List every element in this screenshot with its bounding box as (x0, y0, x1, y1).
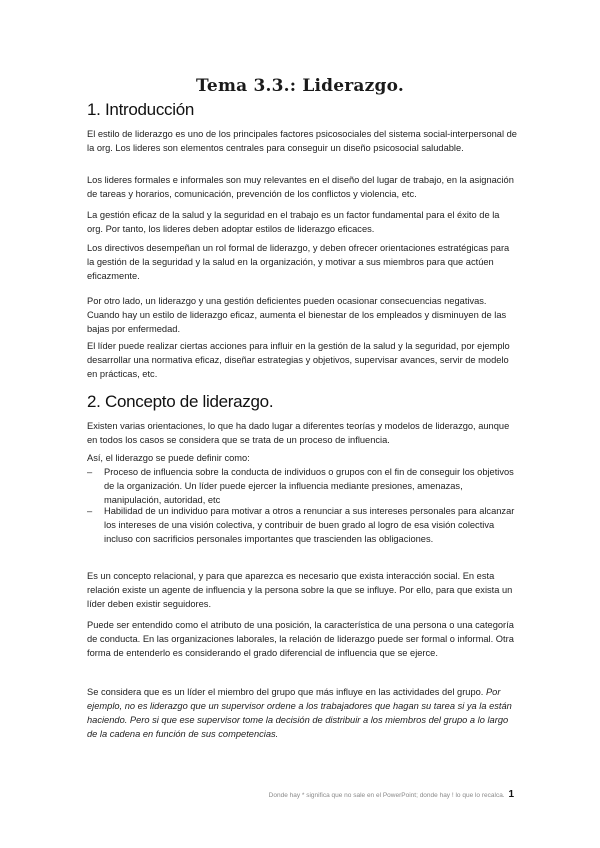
paragraph: Así, el liderazgo se puede definir como: (87, 453, 250, 463)
paragraph: Puede ser entendido como el atributo de una posición, la característica de una persona o una categoría de conducta. En las organizaciones laborales, la relación de liderazgo puede ser formal o informal. Otra forma de entenderlo es considerando el grado diferencial de influencia que se ejerce. (87, 620, 514, 658)
paragraph-text: Se considera que es un líder el miembro del grupo que más influye en las actividades del grupo. (87, 687, 484, 697)
paragraph: Los lideres formales e informales son muy relevantes en el diseño del lugar de trabajo, en la asignación de tareas y horarios, comunicación, prevención de los conflictos y violencia, etc. (87, 175, 514, 199)
paragraph: El estilo de liderazgo es uno de los principales factores psicosociales del sistema social-interpersonal de la org. Los lideres son elementos centrales para conseguir un diseño psicosocial saludable. (87, 129, 517, 153)
paragraph: Los directivos desempeñan un rol formal de liderazgo, y deben ofrecer orientaciones estratégicas para la gestión de la seguridad y la salud en la organización, y motivar a sus miembros para que actúen eficazmente. (87, 243, 510, 281)
footer-note: Donde hay * significa que no sale en el PowerPoint; donde hay ! lo que lo recalca. (268, 792, 505, 799)
list-item (87, 504, 517, 546)
section-heading-introduccion: 1. Introducción (87, 100, 195, 119)
bullet-dash: – (87, 467, 93, 477)
page-footer (0, 789, 514, 800)
list-item-text: Proceso de influencia sobre la conducta de individuos o grupos con el fin de conseguir los objetivos de la organización. Un líder puede ejercer la influencia mediante presiones, amenazas, manipulación, autoridad, etc (104, 467, 514, 505)
paragraph: Existen varias orientaciones, lo que ha dado lugar a diferentes teorías y modelos de liderazgo, aunque en todos los casos se considera que se trata de un proceso de influencia. (87, 421, 510, 445)
page-number: 1 (508, 789, 514, 800)
document-title: Tema 3.3.: Liderazgo. (196, 76, 404, 96)
paragraph: Es un concepto relacional, y para que aparezca es necesario que exista interacción social. En esta relación existe un agente de influencia y la persona sobre la que se influye. Por ello, para que exista un líder deben existir seguidores. (87, 571, 513, 609)
bullet-dash: – (87, 506, 93, 516)
paragraph-example-italic: Por ejemplo, no es liderazgo que un supervisor ordene a los trabajadores que hagan su tarea si ya la están haciendo. Pero si que ese supervisor tome la decisión de distribuir a los miembros del grupo a lo largo de la cadena en función de sus competencias. (87, 687, 512, 739)
paragraph: La gestión eficaz de la salud y la seguridad en el trabajo es un factor fundamental para el éxito de la org. Por tanto, los lideres deben adoptar estilos de liderazgo eficaces. (87, 210, 500, 234)
paragraph: Por otro lado, un liderazgo y una gestión deficientes pueden ocasionar consecuencias negativas. Cuando hay un estilo de liderazgo eficaz, aumenta el bienestar de los empleados y disminuyen de las bajas por enfermedad. (87, 296, 507, 334)
paragraph: El líder puede realizar ciertas acciones para influir en la gestión de la salud y la seguridad, por ejemplo desarrollar una normativa eficaz, diseñar estrategias y objetivos, supervisar avances, servir de modelo en prácticas, etc. (87, 341, 510, 379)
section-heading-concepto: 2. Concepto de liderazgo. (87, 392, 274, 411)
list-item-text: Habilidad de un individuo para motivar a otros a renunciar a sus intereses personales para alcanzar los intereses de una visión colectiva, y contribuir de buen grado al logro de esa visión colectiva incluso con sacrificios personales importantes que trascienden las obligaciones. (104, 506, 515, 544)
paragraph (87, 685, 517, 741)
list-item (87, 465, 517, 507)
